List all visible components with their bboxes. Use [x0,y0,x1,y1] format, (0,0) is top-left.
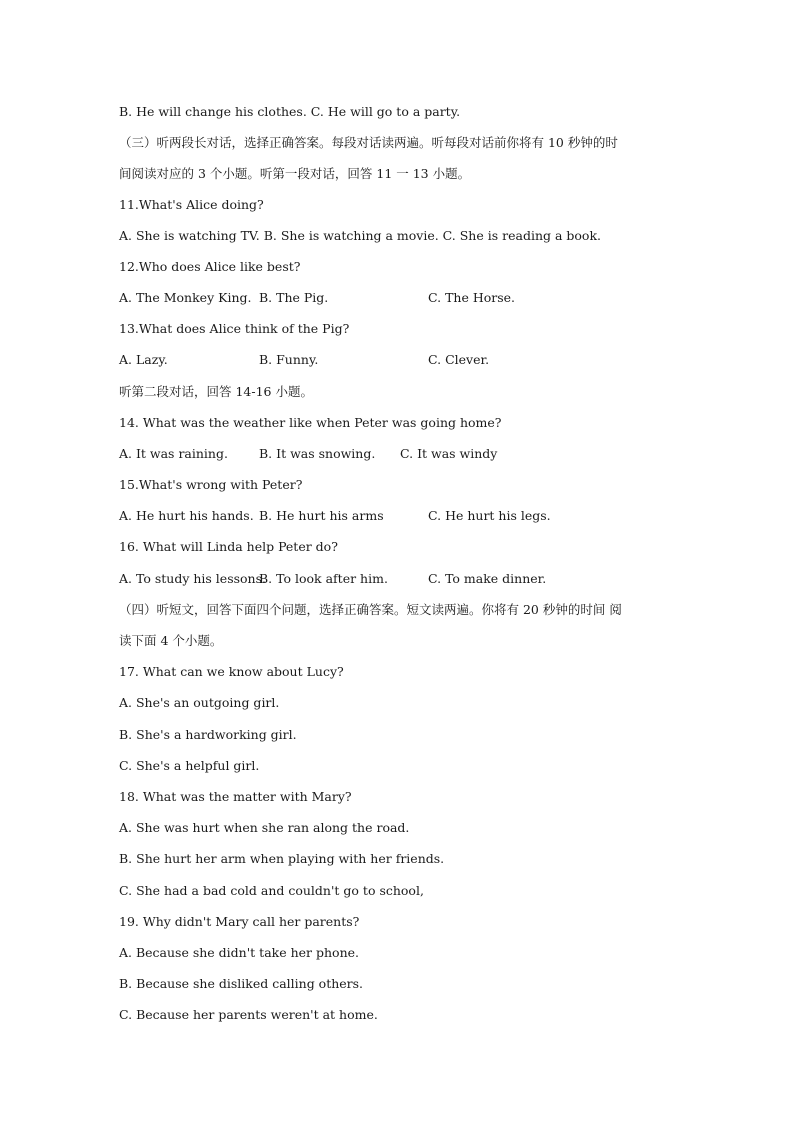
question-17: 17. What can we know about Lucy? [119,664,344,679]
question-11-options: A. She is watching TV. B. She is watching a movie. C. She is reading a book. [119,228,601,243]
q14-option-c: C. It was windy [400,446,498,461]
section4-instruction-line1: （四）听短文，回答下面四个问题，选择正确答案。短文读两遍。你将有 20 秒钟的时间 阅 [119,602,622,617]
q19-option-b: B. Because she disliked calling others. [119,976,364,991]
question-16: 16. What will Linda help Peter do? [119,539,338,554]
q16-option-b: B. To look after him. [259,571,388,586]
q17-option-c: C. She's a helpful girl. [119,758,260,773]
q15-option-b: B. He hurt his arms [259,508,384,523]
section3-second-dialogue-instruction: 听第二段对话，回答 14-16 小题。 [119,384,313,399]
q16-option-c: C. To make dinner. [428,571,547,586]
q18-option-a: A. She was hurt when she ran along the road. [119,820,410,835]
question-18: 18. What was the matter with Mary? [119,789,352,804]
q19-option-c: C. Because her parents weren't at home. [119,1007,378,1022]
q10-option-line: B. He will change his clothes. C. He will go to a party. [119,104,461,119]
question-11: 11.What's Alice doing? [119,197,264,212]
question-15: 15.What's wrong with Peter? [119,477,303,492]
q14-option-b: B. It was snowing. [259,446,376,461]
q12-option-c: C. The Horse. [428,290,516,305]
q14-option-a: A. It was raining. [119,446,228,461]
section4-instruction-line2: 读下面 4 个小题。 [119,633,223,648]
question-19: 19. Why didn't Mary call her parents? [119,914,360,929]
q16-option-a: A. To study his lessons. [119,571,266,586]
q13-option-c: C. Clever. [428,352,490,367]
q17-option-b: B. She's a hardworking girl. [119,727,297,742]
q19-option-a: A. Because she didn't take her phone. [119,945,359,960]
question-12: 12.Who does Alice like best? [119,259,301,274]
q12-option-b: B. The Pig. [259,290,329,305]
q13-option-b: B. Funny. [259,352,319,367]
q13-option-a: A. Lazy. [119,352,168,367]
section3-instruction-line2: 间阅读对应的 3 个小题。听第一段对话，回答 11 一 13 小题。 [119,166,471,181]
q17-option-a: A. She's an outgoing girl. [119,695,280,710]
section3-instruction-line1: （三）听两段长对话，选择正确答案。每段对话读两遍。听每段对话前你将有 10 秒钟的时 [119,135,618,150]
question-13: 13.What does Alice think of the Pig? [119,321,350,336]
q18-option-c: C. She had a bad cold and couldn't go to school, [119,883,424,898]
q15-option-c: C. He hurt his legs. [428,508,551,523]
question-14: 14. What was the weather like when Peter was going home? [119,415,502,430]
q15-option-a: A. He hurt his hands. [119,508,254,523]
q12-option-a: A. The Monkey King. [119,290,252,305]
q18-option-b: B. She hurt her arm when playing with her friends. [119,851,445,866]
